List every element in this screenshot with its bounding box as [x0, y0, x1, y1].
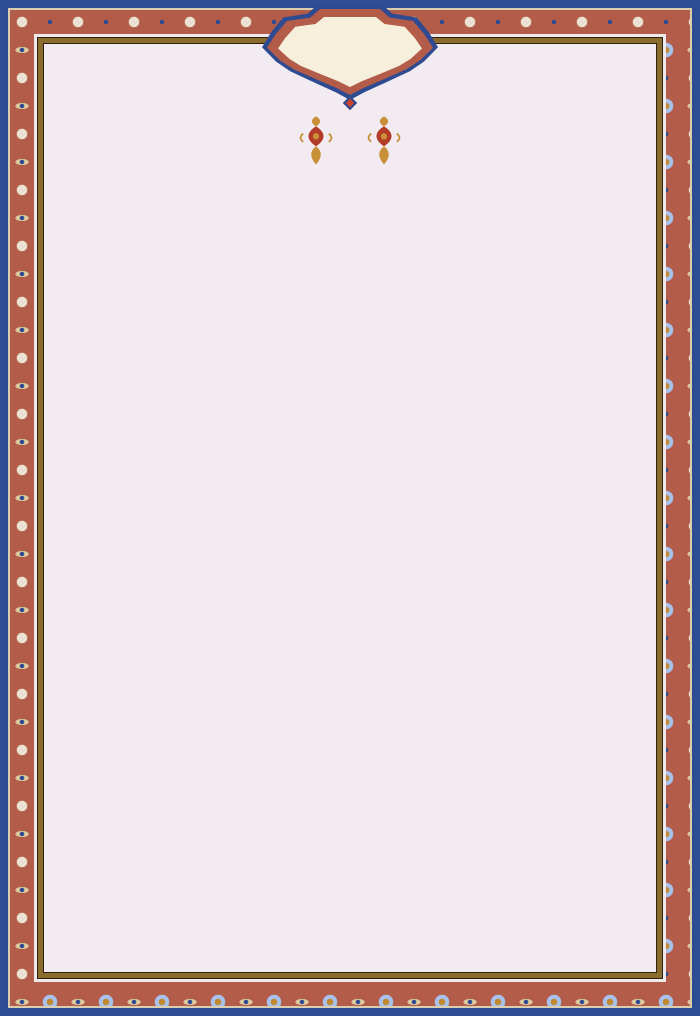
content-frame [38, 38, 662, 978]
bismillah-medallion [262, 4, 438, 100]
medallion-cartouche [278, 17, 422, 87]
title-ornament-right-icon [364, 113, 404, 167]
content-area [45, 45, 655, 971]
title-row [57, 113, 643, 167]
title-ornament-left-icon [296, 113, 336, 167]
